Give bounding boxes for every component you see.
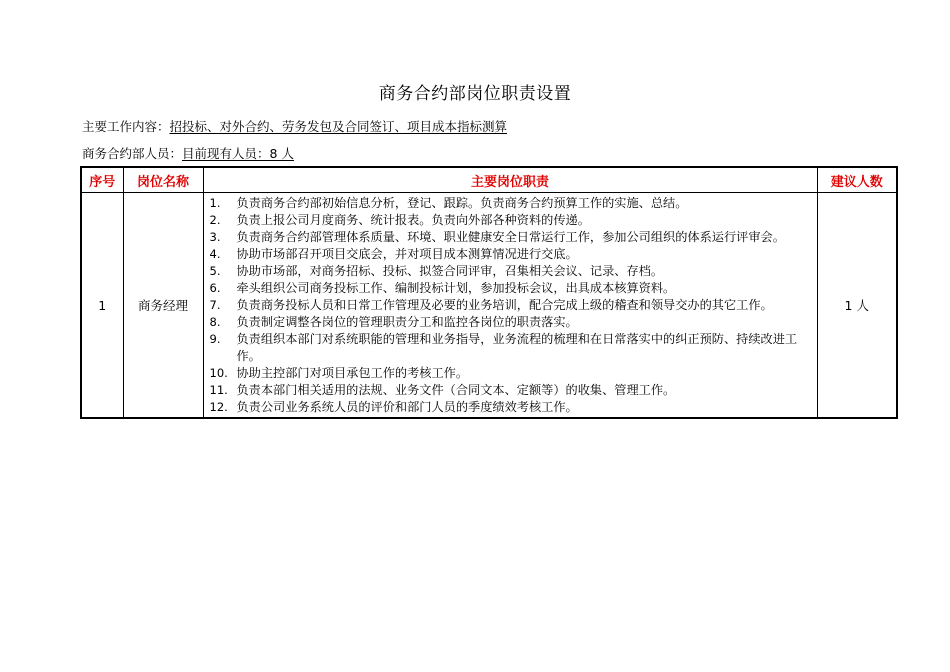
- staff-line: [82, 144, 294, 162]
- duty-item: [210, 399, 813, 416]
- table-row: [81, 193, 897, 419]
- duty-item: [210, 331, 813, 365]
- document-title: 商务合约部岗位职责设置: [378, 84, 572, 104]
- duty-text: 负责商务合约部初始信息分析，登记、跟踪。负责商务合约预算工作的实施、总结。: [236, 196, 688, 210]
- row-index: 1: [81, 193, 123, 419]
- duty-number: 6.: [209, 281, 221, 295]
- duty-item: [210, 263, 813, 280]
- row-position: 商务经理: [123, 193, 203, 419]
- duty-item: [210, 365, 813, 382]
- duty-text: 负责组织本部门对系统职能的管理和业务指导，业务流程的梳理和在日常落实中的纠正预防、持续改进工作。: [236, 332, 798, 363]
- row-duties: [203, 193, 817, 419]
- duty-item: [210, 314, 813, 331]
- duties-table: [80, 166, 898, 419]
- duty-text: 协助市场部召开项目交底会，并对项目成本测算情况进行交底。: [236, 247, 578, 261]
- staff-label: 商务合约部人员：: [82, 146, 183, 161]
- duty-number: 4.: [209, 247, 221, 261]
- duty-number: 1.: [209, 196, 221, 210]
- duty-number: 5.: [209, 264, 221, 278]
- duty-number: 7.: [209, 298, 221, 312]
- duty-item: [210, 297, 813, 314]
- duty-text: 协助主控部门对项目承包工作的考核工作。: [236, 366, 469, 380]
- duty-text: 负责商务合约部管理体系质量、环境、职业健康安全日常运行工作，参加公司组织的体系运行评审会。: [236, 230, 785, 244]
- duty-number: 9.: [209, 332, 221, 346]
- duty-text: 负责制定调整各岗位的管理职责分工和监控各岗位的职责落实。: [236, 315, 578, 329]
- duty-number: 3.: [209, 230, 221, 244]
- table-header-row: [81, 167, 897, 193]
- duty-text: 协助市场部，对商务招标、投标、拟签合同评审，召集相关会议、记录、存档。: [236, 264, 664, 278]
- duties-list: [210, 195, 813, 416]
- main-work-label: 主要工作内容：: [82, 119, 170, 134]
- duty-item: [210, 212, 813, 229]
- row-count: 1 人: [817, 193, 897, 419]
- main-work-line: [82, 117, 507, 135]
- duty-item: [210, 280, 813, 297]
- header-duties: 主要岗位职责: [203, 167, 817, 193]
- duty-number: 11.: [209, 383, 228, 397]
- duty-item: [210, 195, 813, 212]
- duty-text: 负责公司业务系统人员的评价和部门人员的季度绩效考核工作。: [236, 400, 578, 414]
- staff-value: 目前现有人员：8 人: [182, 146, 294, 161]
- duty-item: [210, 229, 813, 246]
- duty-number: 8.: [209, 315, 221, 329]
- duty-text: 牵头组织公司商务投标工作、编制投标计划，参加投标会议，出具成本核算资料。: [236, 281, 676, 295]
- duty-text: 负责商务投标人员和日常工作管理及必要的业务培训，配合完成上级的稽查和领导交办的其它工作。: [236, 298, 773, 312]
- main-work-value: 招投标、对外合约、劳务发包及合同签订、项目成本指标测算: [169, 119, 508, 134]
- duty-text: 负责上报公司月度商务、统计报表。负责向外部各种资料的传递。: [236, 213, 590, 227]
- duty-number: 10.: [209, 366, 228, 380]
- header-index: 序号: [81, 167, 123, 193]
- duty-number: 2.: [209, 213, 221, 227]
- duty-text: 负责本部门相关适用的法规、业务文件（合同文本、定额等）的收集、管理工作。: [236, 383, 676, 397]
- duty-number: 12.: [209, 400, 228, 414]
- header-position: 岗位名称: [123, 167, 203, 193]
- duty-item: [210, 246, 813, 263]
- header-count: 建议人数: [817, 167, 897, 193]
- duty-item: [210, 382, 813, 399]
